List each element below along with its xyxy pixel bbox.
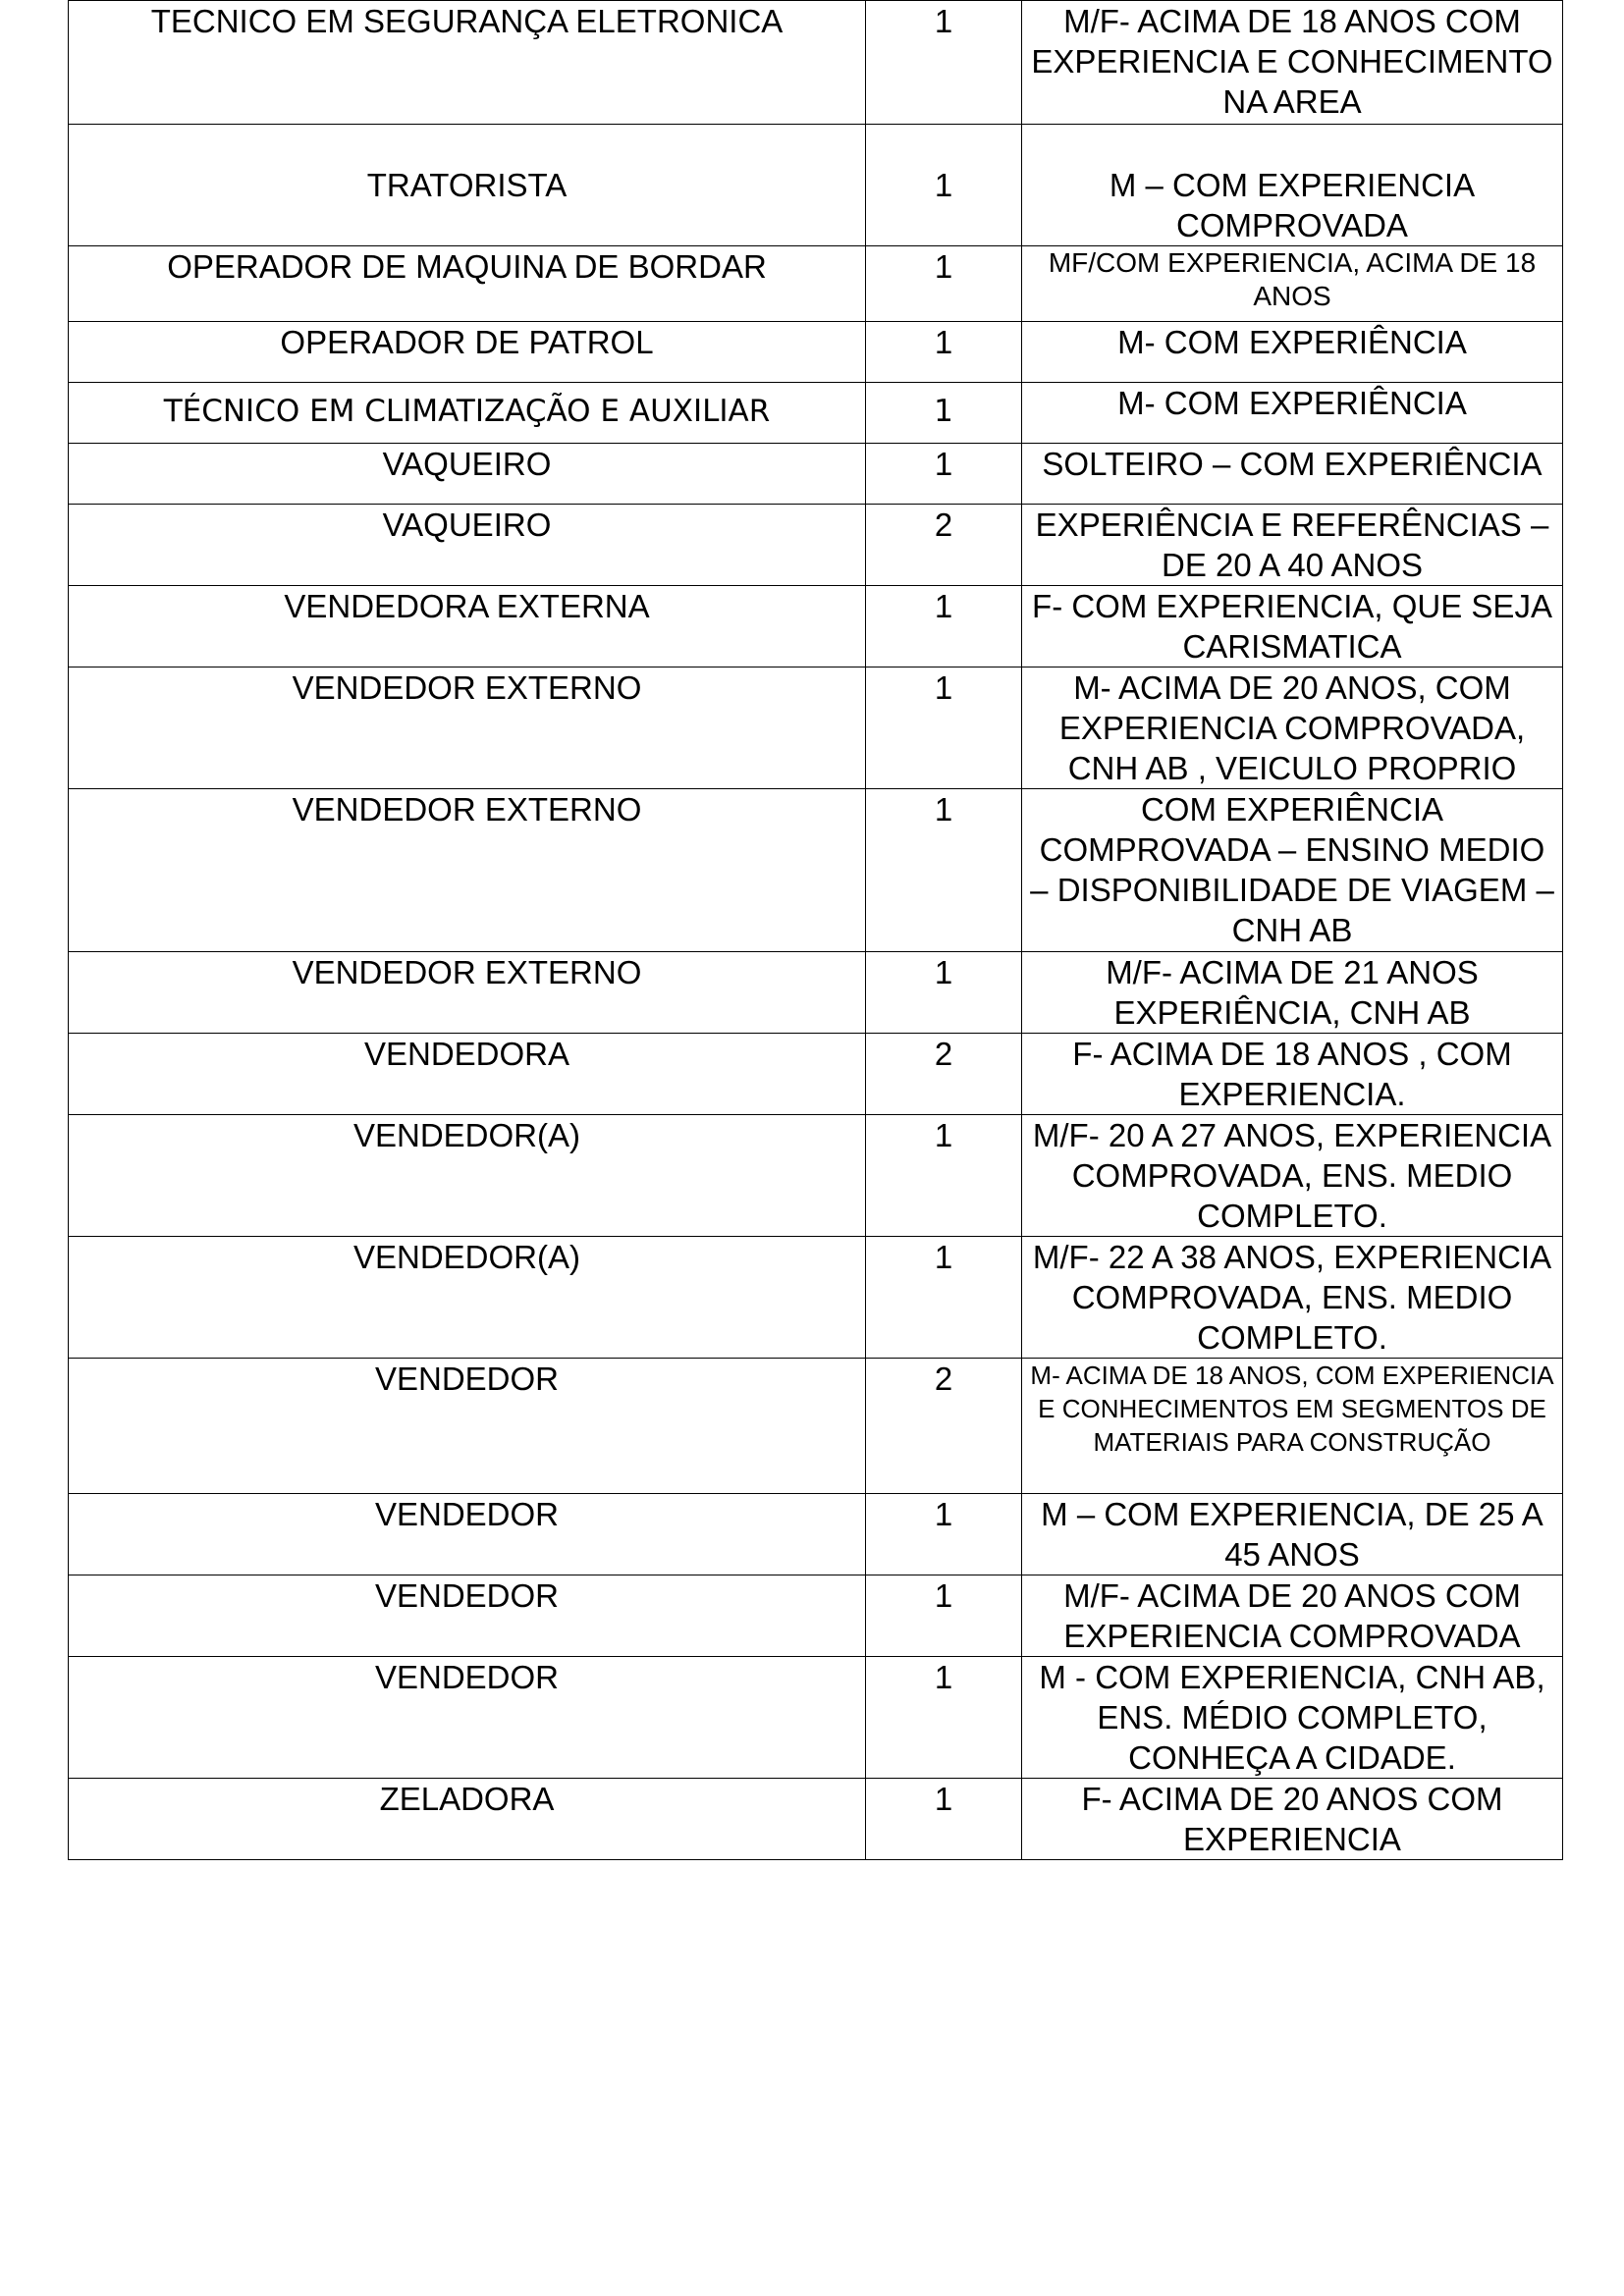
table-row	[69, 667, 1563, 789]
requirements-cell: MF/COM EXPERIENCIA, ACIMA DE 18 ANOS	[1022, 246, 1563, 322]
job-title-cell: VENDEDOR	[69, 1494, 866, 1575]
job-title-cell: VENDEDOR	[69, 1575, 866, 1657]
requirements-cell: M – COM EXPERIENCIA COMPROVADA	[1022, 125, 1563, 246]
job-title-cell: OPERADOR DE PATROL	[69, 322, 866, 383]
job-title-cell: VENDEDOR	[69, 1359, 866, 1494]
table-row	[69, 383, 1563, 444]
vacancy-count-cell: 2	[866, 505, 1022, 586]
vacancy-count-cell: 1	[866, 1657, 1022, 1779]
requirements-cell: M – COM EXPERIENCIA, DE 25 A 45 ANOS	[1022, 1494, 1563, 1575]
vacancy-count-cell: 1	[866, 1, 1022, 125]
requirements-cell: COM EXPERIÊNCIA COMPROVADA – ENSINO MEDIO – DISPONIBILIDADE DE VIAGEM – CNH AB	[1022, 789, 1563, 952]
table-row	[69, 1, 1563, 125]
requirements-cell: SOLTEIRO – COM EXPERIÊNCIA	[1022, 444, 1563, 505]
vacancy-count-cell: 1	[866, 586, 1022, 667]
requirements-cell: M/F- ACIMA DE 18 ANOS COM EXPERIENCIA E CONHECIMENTO NA AREA	[1022, 1, 1563, 125]
job-vacancies-table	[68, 0, 1563, 1860]
vacancy-count-cell: 1	[866, 1115, 1022, 1237]
job-title-cell: OPERADOR DE MAQUINA DE BORDAR	[69, 246, 866, 322]
requirements-cell: M - COM EXPERIENCIA, CNH AB, ENS. MÉDIO COMPLETO, CONHEÇA A CIDADE.	[1022, 1657, 1563, 1779]
table-row	[69, 1779, 1563, 1860]
job-title-cell: VENDEDOR EXTERNO	[69, 952, 866, 1034]
requirements-cell: M- COM EXPERIÊNCIA	[1022, 322, 1563, 383]
requirements-cell: M- ACIMA DE 18 ANOS, COM EXPERIENCIA E CONHECIMENTOS EM SEGMENTOS DE MATERIAIS PARA CONSTRUÇÃO	[1022, 1359, 1563, 1494]
job-title-cell: VENDEDOR EXTERNO	[69, 789, 866, 952]
requirements-cell: M/F- ACIMA DE 21 ANOS EXPERIÊNCIA, CNH AB	[1022, 952, 1563, 1034]
table-row	[69, 444, 1563, 505]
vacancy-count-cell: 2	[866, 1359, 1022, 1494]
vacancy-count-cell: 1	[866, 383, 1022, 444]
table-row	[69, 1115, 1563, 1237]
job-title-cell: VENDEDOR	[69, 1657, 866, 1779]
table-row	[69, 322, 1563, 383]
vacancy-count-cell: 1	[866, 444, 1022, 505]
job-title-cell: VAQUEIRO	[69, 505, 866, 586]
requirements-cell: F- ACIMA DE 18 ANOS , COM EXPERIENCIA.	[1022, 1034, 1563, 1115]
vacancy-count-cell: 1	[866, 1494, 1022, 1575]
table-row	[69, 1237, 1563, 1359]
table-row	[69, 125, 1563, 246]
job-title-cell: TECNICO EM SEGURANÇA ELETRONICA	[69, 1, 866, 125]
vacancy-count-cell: 1	[866, 789, 1022, 952]
job-title-cell: VENDEDOR(A)	[69, 1237, 866, 1359]
job-title-cell: VAQUEIRO	[69, 444, 866, 505]
job-title-cell: VENDEDORA EXTERNA	[69, 586, 866, 667]
job-title-cell: VENDEDOR EXTERNO	[69, 667, 866, 789]
table-row	[69, 1494, 1563, 1575]
table-row	[69, 789, 1563, 952]
requirements-cell: M/F- ACIMA DE 20 ANOS COM EXPERIENCIA COMPROVADA	[1022, 1575, 1563, 1657]
requirements-cell: M/F- 20 A 27 ANOS, EXPERIENCIA COMPROVADA, ENS. MEDIO COMPLETO.	[1022, 1115, 1563, 1237]
requirements-cell: F- COM EXPERIENCIA, QUE SEJA CARISMATICA	[1022, 586, 1563, 667]
requirements-cell: EXPERIÊNCIA E REFERÊNCIAS – DE 20 A 40 ANOS	[1022, 505, 1563, 586]
vacancy-count-cell: 1	[866, 1779, 1022, 1860]
job-title-cell: TRATORISTA	[69, 125, 866, 246]
requirements-cell: F- ACIMA DE 20 ANOS COM EXPERIENCIA	[1022, 1779, 1563, 1860]
table-row	[69, 586, 1563, 667]
vacancy-count-cell: 1	[866, 952, 1022, 1034]
job-title-cell: VENDEDOR(A)	[69, 1115, 866, 1237]
vacancy-count-cell: 1	[866, 322, 1022, 383]
vacancy-count-cell: 1	[866, 1575, 1022, 1657]
job-title-cell: ZELADORA	[69, 1779, 866, 1860]
requirements-cell: M- COM EXPERIÊNCIA	[1022, 383, 1563, 444]
table-row	[69, 952, 1563, 1034]
table-row	[69, 246, 1563, 322]
vacancy-count-cell: 2	[866, 1034, 1022, 1115]
requirements-cell: M/F- 22 A 38 ANOS, EXPERIENCIA COMPROVADA, ENS. MEDIO COMPLETO.	[1022, 1237, 1563, 1359]
vacancy-count-cell: 1	[866, 1237, 1022, 1359]
vacancy-count-cell: 1	[866, 667, 1022, 789]
vacancy-count-cell: 1	[866, 246, 1022, 322]
table-row	[69, 1575, 1563, 1657]
job-title-cell: TÉCNICO EM CLIMATIZAÇÃO E AUXILIAR	[69, 383, 866, 444]
requirements-cell: M- ACIMA DE 20 ANOS, COM EXPERIENCIA COMPROVADA, CNH AB , VEICULO PROPRIO	[1022, 667, 1563, 789]
job-title-cell: VENDEDORA	[69, 1034, 866, 1115]
table-row	[69, 505, 1563, 586]
vacancy-count-cell: 1	[866, 125, 1022, 246]
table-row	[69, 1034, 1563, 1115]
table-row	[69, 1657, 1563, 1779]
table-row	[69, 1359, 1563, 1494]
